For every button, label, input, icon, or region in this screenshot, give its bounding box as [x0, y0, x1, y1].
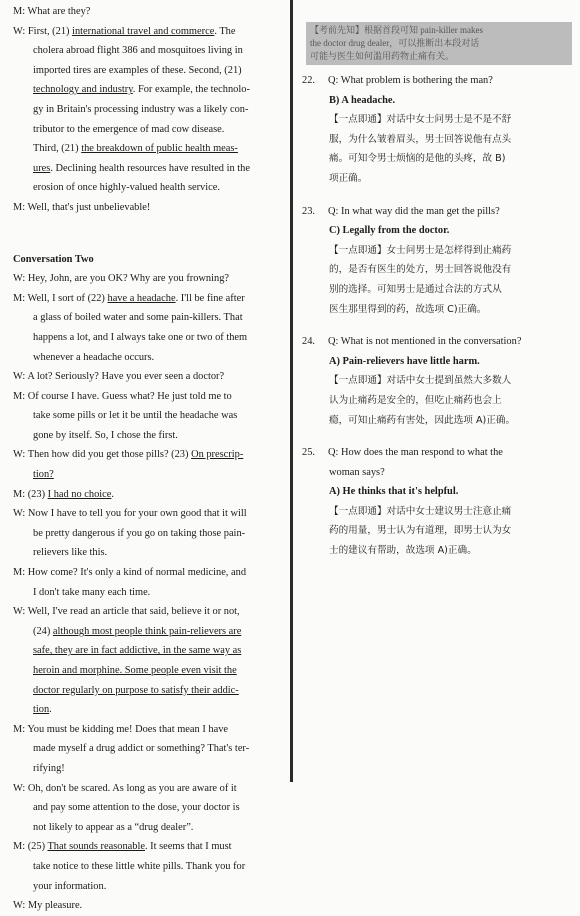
line-text: a glass of boiled water and some pain-killers. That — [33, 312, 243, 324]
line-text: M: Of course I have. Guess what? He just told me to — [13, 390, 232, 402]
dialogue-line — [13, 100, 286, 120]
underlined-answer: international travel and commerce — [72, 25, 215, 37]
dialogue-line — [13, 2, 286, 22]
underlined-answer: tion — [33, 704, 50, 716]
preview-note-line: 【考前先知】根据首段可知 pain-killer makes — [310, 25, 483, 35]
dialogue-line — [13, 504, 286, 524]
dialogue-line — [13, 798, 286, 818]
answer-choice: B) A headache. — [329, 94, 396, 106]
line-text: W: Oh, don't be scared. As long as you are aware of it — [13, 782, 237, 794]
dialogue-line — [13, 602, 286, 622]
dialogue-line — [13, 720, 286, 740]
line-text: made myself a drug addict or something? That's ter- — [33, 743, 250, 755]
line-text: . Declining health resources have resulted in the — [50, 162, 250, 174]
underlined-answer: tion? — [33, 469, 54, 481]
underlined-answer: ures — [33, 162, 51, 174]
line-text: M: Well, I sort of (22) — [13, 292, 108, 304]
line-text: W: Well, I've read an article that said, believe it or not, — [13, 606, 240, 618]
answer-choice: A) Pain-relievers have little harm. — [329, 355, 480, 367]
line-text: and pay some attention to the dose, your doctor is — [33, 802, 240, 814]
line-text: your information. — [33, 880, 107, 892]
explanation-line: 士的建议有帮助，故选项 A)正确。 — [329, 545, 477, 557]
dialogue-line — [13, 700, 286, 720]
dialogue-line — [13, 348, 286, 368]
explanation-line: 药的用量，男士认为有道理，即男士认为女 — [329, 525, 512, 537]
spacer — [302, 189, 572, 199]
line-text: . I'll be fine after — [175, 292, 245, 304]
underlined-answer: have a headache — [107, 292, 176, 304]
line-text: M: How come? It's only a kind of normal medicine, and — [13, 567, 247, 579]
line-text: W: A lot? Seriously? Have you ever seen a doctor? — [13, 371, 225, 383]
line-text: Third, (21) — [33, 143, 82, 155]
dialogue-line — [13, 877, 286, 897]
dialogue-line — [13, 289, 286, 309]
question-list — [302, 71, 572, 571]
spacer — [13, 218, 286, 240]
line-text: W: My pleasure. — [13, 900, 83, 912]
dialogue-line — [13, 328, 286, 348]
question-prompt: Q: In what way did the man get the pills? — [328, 205, 500, 217]
line-text: M: What are they? — [13, 6, 91, 17]
line-text: I don't take many each time. — [33, 586, 151, 598]
explanation-line: 【一点即通】对话中女士建议男士注意止痛 — [329, 505, 512, 517]
underlined-answer: although most people think pain-relievers are — [52, 625, 242, 637]
question-prompt: Q: What is not mentioned in the conversation? — [328, 336, 522, 348]
dialogue-line — [13, 198, 286, 218]
dialogue-line — [13, 120, 286, 140]
explanation-line: 认为止痛药是安全的，但吃止痛药也会上 — [329, 394, 502, 406]
underlined-answer: technology and industry — [33, 84, 133, 96]
line-text: gy in Britain's processing industry was a likely con- — [33, 103, 249, 115]
line-text: . — [111, 488, 115, 500]
question-item — [302, 443, 572, 561]
line-text: W: Now I have to tell you for your own good that it will — [13, 508, 247, 520]
dialogue-line — [13, 178, 286, 198]
line-text: M: (23) — [13, 488, 48, 500]
answer-choice: A) He thinks that it's helpful. — [329, 486, 459, 498]
preview-note-line: 可能与医生如何滥用药物止痛有关。 — [310, 51, 455, 61]
question-prompt: Q: What problem is bothering the man? — [328, 75, 493, 86]
underlined-answer: On prescrip- — [191, 449, 244, 461]
line-text: cholera abroad flight 386 and mosquitoes living in — [33, 45, 243, 57]
dialogue-line — [13, 661, 286, 681]
underlined-answer: heroin and morphine. Some people even visit the — [33, 665, 237, 676]
question-number: 22. — [302, 75, 315, 86]
dialogue-line — [13, 139, 286, 159]
question-item — [302, 71, 572, 189]
dialogue-line — [13, 563, 286, 583]
dialogue-line — [13, 22, 286, 42]
question-number: 23. — [302, 205, 315, 217]
dialogue-line — [13, 159, 286, 179]
line-text: relievers like this. — [33, 547, 108, 559]
transcript-column — [13, 2, 286, 916]
line-text: gone by itself. So, I chose the first. — [33, 429, 178, 441]
spacer — [302, 319, 572, 329]
question-text — [302, 332, 572, 352]
explanation-line: 别的选择。可知男士是通过合法的方式从 — [329, 283, 502, 295]
line-text: W: Hey, John, are you OK? Why are you frowning? — [13, 273, 230, 285]
line-text: not likely to appear as a “drug dealer”. — [33, 821, 194, 833]
dialogue-line — [13, 61, 286, 81]
spacer — [302, 430, 572, 440]
explanation-line: 的，是否有医生的处方，男士回答说他没有 — [329, 264, 512, 276]
dialogue-line — [13, 387, 286, 407]
line-text: erosion of once highly-valued health service. — [33, 182, 220, 194]
dialogue-line — [13, 857, 286, 877]
line-text: W: Then how did you get those pills? (23) — [13, 449, 192, 461]
explanation-line: 项正确。 — [329, 172, 368, 184]
explanation-line: 瘾，可知止痛药有害处，因此选项 A)正确。 — [329, 414, 516, 426]
dialogue-line — [13, 583, 286, 603]
underlined-answer: I had no choice — [47, 488, 112, 500]
dialogue-line — [13, 485, 286, 505]
line-text: tributor to the emergence of mad cow disease. — [33, 123, 225, 135]
line-text: take some pills or let it be until the headache was — [33, 410, 238, 422]
question-text — [302, 202, 572, 222]
dialogue-line — [13, 308, 286, 328]
dialogue-line — [13, 426, 286, 446]
line-text: M: Well, that's just unbelievable! — [13, 201, 151, 213]
dialogue-line — [13, 269, 286, 289]
dialogue-line — [13, 739, 286, 759]
line-text: take notice to these little white pills. Thank you for — [33, 860, 246, 872]
line-text: (24) — [33, 625, 53, 637]
line-text: imported tires are examples of these. Second, (21) — [33, 64, 242, 76]
line-text: . It seems that I must — [144, 841, 232, 853]
dialogue-line — [13, 543, 286, 563]
line-text: . For example, the technolo- — [132, 84, 250, 96]
line-text: M: You must be kidding me! Does that mean I have — [13, 723, 229, 735]
dialogue-line — [13, 465, 286, 485]
line-text: happens a lot, and I always take one or two of them — [33, 331, 248, 343]
explanation-line: 痛。可知令男士烦恼的是他的头疼，故 B) — [329, 153, 506, 165]
dialogue-line — [13, 445, 286, 465]
explanation-line: 【一点即通】对话中女士提到虽然大多数人 — [329, 375, 512, 387]
preview-note — [306, 22, 572, 65]
dialogue-line — [13, 80, 286, 100]
question-item — [302, 202, 572, 320]
explanation-line: 医生那里得到的药，故选项 C)正确。 — [329, 303, 487, 315]
conversation-two — [13, 269, 286, 916]
preview-note-line: the doctor drug dealer，可以推断出本段对话 — [310, 38, 480, 48]
question-text — [302, 443, 572, 463]
dialogue-line — [13, 524, 286, 544]
dialogue-line — [13, 406, 286, 426]
question-prompt: Q: How does the man respond to what the — [328, 447, 503, 459]
dialogue-line — [13, 641, 286, 661]
spacer — [302, 561, 572, 571]
column-divider — [290, 0, 293, 782]
dialogue-line — [13, 759, 286, 779]
explanation-line: 【一点即通】女士问男士是怎样得到止痛药 — [329, 244, 512, 256]
question-number: 24. — [302, 336, 315, 348]
answer-choice: C) Legally from the doctor. — [329, 225, 450, 237]
underlined-answer: safe, they are in fact addictive, in the same way as — [33, 645, 242, 657]
dialogue-line — [13, 896, 286, 916]
question-text — [302, 71, 572, 91]
question-item — [302, 332, 572, 430]
explanation-line: 【一点即通】对话中女士问男士是不是不舒 — [329, 114, 512, 126]
explanation-line: 服，为什么皱着眉头，男士回答说他有点头 — [329, 133, 512, 145]
dialogue-line — [13, 681, 286, 701]
questions-column — [302, 0, 572, 571]
conversation-one-tail — [13, 2, 286, 218]
underlined-answer: doctor regularly on purpose to satisfy their addic- — [33, 684, 239, 696]
line-text: M: (25) — [13, 841, 48, 853]
line-text: . The — [214, 25, 236, 37]
line-text: . — [49, 704, 52, 716]
dialogue-line — [13, 622, 286, 642]
line-text: whenever a headache occurs. — [33, 351, 155, 363]
line-text: be pretty dangerous if you go on taking those pain- — [33, 527, 246, 539]
line-text: W: First, (21) — [13, 25, 73, 37]
dialogue-line — [13, 41, 286, 61]
dialogue-line — [13, 837, 286, 857]
underlined-answer: That sounds reasonable — [47, 841, 145, 853]
conversation-title: Conversation Two — [13, 253, 94, 265]
dialogue-line — [13, 818, 286, 838]
line-text: rifying! — [33, 762, 65, 774]
dialogue-line — [13, 367, 286, 387]
question-number: 25. — [302, 447, 315, 459]
underlined-answer: the breakdown of public health meas- — [81, 143, 238, 155]
question-prompt-cont: woman says? — [329, 466, 385, 478]
